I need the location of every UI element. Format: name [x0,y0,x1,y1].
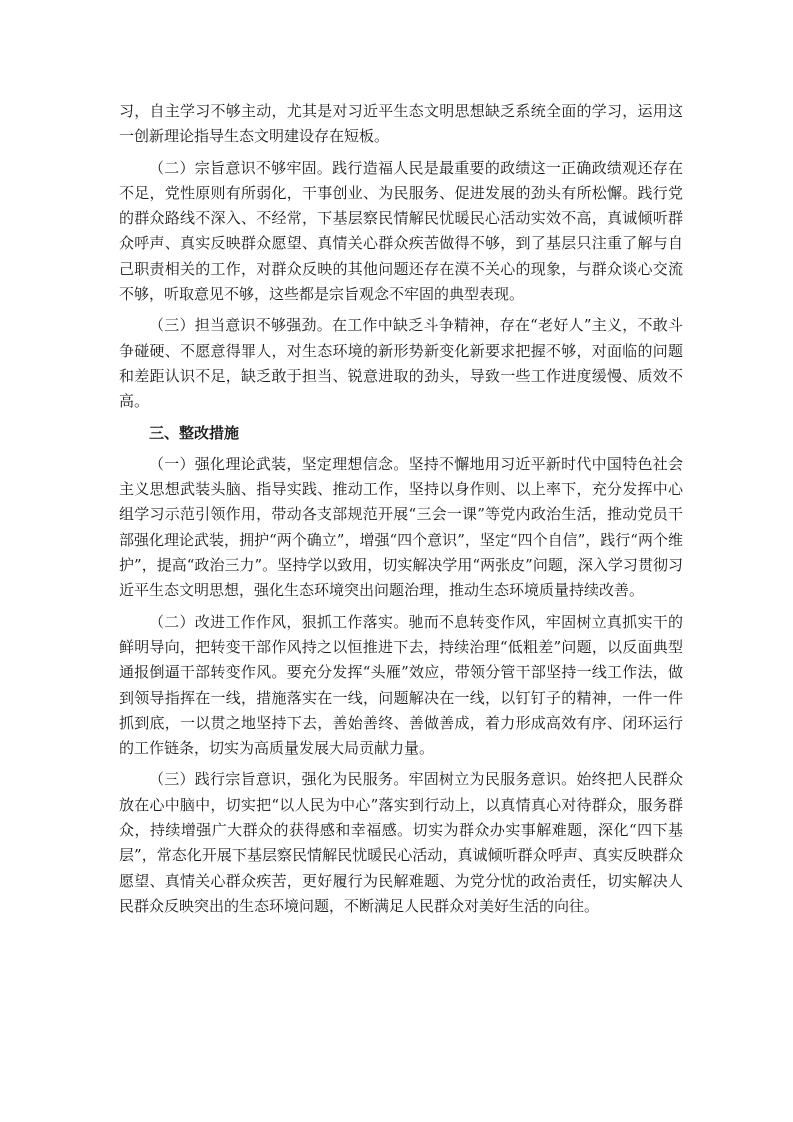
paragraph-continuation: 习，自主学习不够主动，尤其是对习近平生态文明思想缺乏系统全面的学习，运用这一创新理论指导生态文明建设存在短板。 [119,102,683,146]
paragraph-purpose-awareness: （二）宗旨意识不够牢固。践行造福人民是最重要的政绩这一正确政绩观还存在不足，党性原则有所弱化，干事创业、为民服务、促进发展的劲头有所松懈。践行党的群众路线不深入、不经常，下基层察民情解民忧暖民心活动实效不高，真诚倾听群众呼声、真实反映群众愿望、真情关心群众疾苦做得不够，到了基层只注重了解与自己职责相关的工作，对群众反映的其他问题还存在漠不关心的现象，与群众谈心交流不够，听取意见不够，这些都是宗旨观念不牢固的典型表现。 [119,158,683,304]
section-heading-rectification: 三、整改措施 [149,423,240,442]
paragraph-measure-1: （一）强化理论武装，坚定理想信念。坚持不懈地用习近平新时代中国特色社会主义思想武装头脑、指导实践、推动工作，坚持以身作则、以上率下，充分发挥中心组学习示范引领作用，带动各支部规范开展“三会一课”等党内政治生活，推动党员干部强化理论武装，拥护“两个确立”，增强“四个意识”，坚定“四个自信”，践行“两个维护”，提高“政治三力”。坚持学以致用，切实解决学用“两张皮”问题，深入学习贯彻习近平生态文明思想，强化生态环境突出问题治理，推动生态环境质量持续改善。 [119,454,683,600]
paragraph-measure-2: （二）改进工作作风，狠抓工作落实。驰而不息转变作风，牢固树立真抓实干的鲜明导向，把转变干部作风持之以恒推进下去，持续治理“低粗差”问题，以反面典型通报倒逼干部转变作风。要充分发挥“头雁”效应，带领分管干部坚持一线工作法，做到领导指挥在一线，措施落实在一线，问题解决在一线，以钉钉子的精神，一件一件抓到底，一以贯之地坚持下去，善始善终、善做善成，着力形成高效有序、闭环运行的工作链条，切实为高质量发展大局贡献力量。 [119,612,683,758]
paragraph-measure-3: （三）践行宗旨意识，强化为民服务。牢固树立为民服务意识。始终把人民群众放在心中脑中，切实把“以人民为中心”落实到行动上，以真情真心对待群众，服务群众，持续增强广大群众的获得感和幸福感。切实为群众办实事解难题，深化“四下基层”，常态化开展下基层察民情解民忧暖民心活动，真诚倾听群众呼声、真实反映群众愿望、真情关心群众疾苦，更好履行为民解难题、为党分忧的政治责任，切实解决人民群众反映突出的生态环境问题，不断满足人民群众对美好生活的向往。 [119,770,683,915]
document-page [119,99,683,925]
paragraph-responsibility-awareness: （三）担当意识不够强劲。在工作中缺乏斗争精神，存在“老好人”主义，不敢斗争碰硬、不愿意得罪人，对生态环境的新形势新变化新要求把握不够，对面临的问题和差距认识不足，缺乏敢于担当、锐意进取的劲头，导致一些工作进度缓慢、质效不高。 [119,316,683,411]
